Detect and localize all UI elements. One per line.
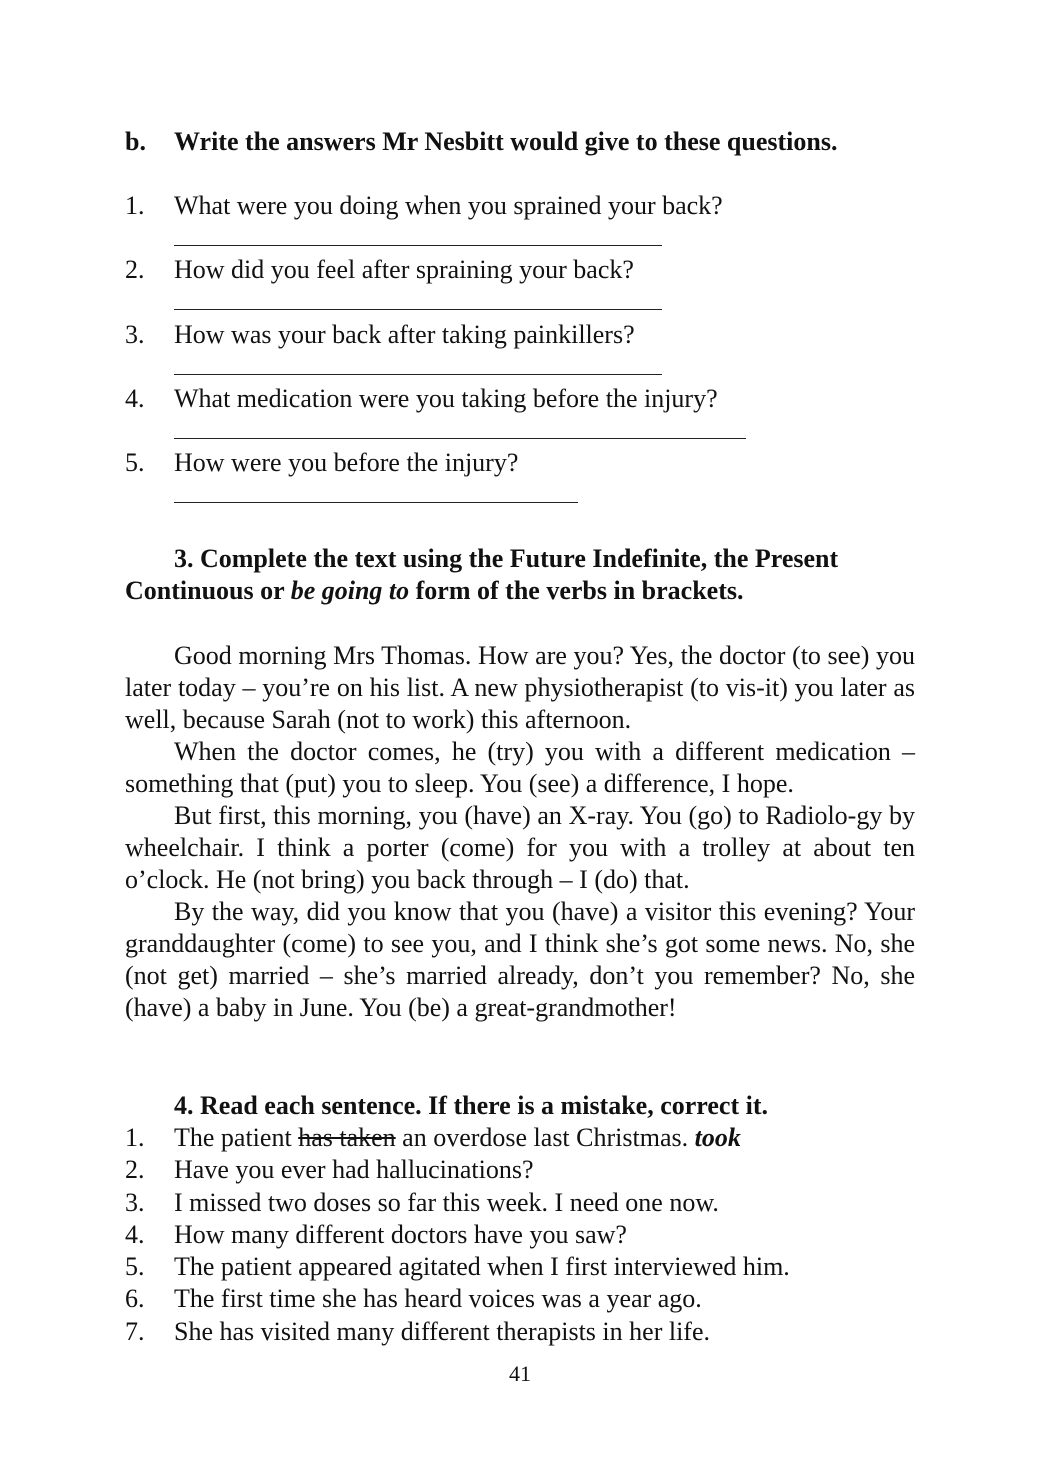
answer-line[interactable] bbox=[174, 502, 578, 503]
struck-through-text: has taken bbox=[298, 1123, 396, 1152]
section-b-marker: b. bbox=[125, 127, 146, 156]
question-item bbox=[125, 383, 915, 447]
sentence-number: 2. bbox=[125, 1155, 145, 1185]
sentence-number: 5. bbox=[125, 1252, 145, 1282]
section-3-title-text-b: form of the verbs in brackets. bbox=[409, 576, 744, 605]
sentence-list bbox=[125, 1122, 915, 1348]
section-b-heading-text: Write the answers Mr Nesbitt would give to these questions. bbox=[174, 127, 838, 156]
answer-line[interactable] bbox=[174, 438, 746, 439]
section-4-title: 4. Read each sentence. If there is a mistake, correct it. bbox=[174, 1091, 768, 1120]
section-3-title-text-a: Continuous or bbox=[125, 576, 291, 605]
section-b-heading bbox=[125, 126, 837, 158]
exercise-paragraph: When the doctor comes, he (try) you with a different medication – something that (put) you to sleep. You (see) a difference, I hope. bbox=[125, 737, 915, 798]
sentence-text: She has visited many different therapists in her life. bbox=[174, 1316, 710, 1346]
sentence-item bbox=[125, 1251, 915, 1283]
question-number: 2. bbox=[125, 255, 145, 285]
question-text: How was your back after taking painkillers? bbox=[174, 319, 635, 349]
sentence-number: 1. bbox=[125, 1123, 145, 1152]
sentence-item bbox=[125, 1316, 915, 1348]
question-text: How were you before the injury? bbox=[174, 448, 519, 478]
question-item bbox=[125, 319, 915, 383]
sentence-text: The first time she has heard voices was a year ago. bbox=[174, 1284, 702, 1314]
sentence-number: 6. bbox=[125, 1284, 145, 1314]
question-item bbox=[125, 254, 915, 318]
sentence-item bbox=[125, 1187, 915, 1219]
question-list bbox=[125, 190, 915, 511]
answer-line[interactable] bbox=[174, 374, 662, 375]
correction-word: took bbox=[694, 1123, 741, 1152]
sentence-number: 4. bbox=[125, 1219, 145, 1249]
sentence-item bbox=[125, 1154, 915, 1186]
answer-line[interactable] bbox=[174, 245, 662, 246]
sentence-text: I missed two doses so far this week. I need one now. bbox=[174, 1187, 719, 1217]
sentence-number: 3. bbox=[125, 1187, 145, 1217]
question-item bbox=[125, 190, 915, 254]
exercise-text bbox=[125, 640, 915, 1024]
sentence-text: How many different doctors have you saw? bbox=[174, 1219, 627, 1249]
question-item bbox=[125, 447, 915, 511]
sentence-text: The patient appeared agitated when I first interviewed him. bbox=[174, 1252, 790, 1282]
exercise-paragraph: Good morning Mrs Thomas. How are you? Yes, the doctor (to see) you later today – you’re on his list. A new physiotherapist (to vis-it) you later as well, because Sarah (not to work) this afternoon. bbox=[125, 641, 915, 734]
question-text: What medication were you taking before the injury? bbox=[174, 383, 718, 413]
question-number: 4. bbox=[125, 383, 145, 413]
question-text: How did you feel after spraining your back? bbox=[174, 255, 634, 285]
question-number: 5. bbox=[125, 448, 145, 478]
exercise-paragraph: By the way, did you know that you (have) a visitor this evening? Your granddaughter (come) to see you, and I think she’s got some news. No, she (not get) married – she’s married already, don’t you remember? No, she (have) a baby in June. You (be) a great-grandmother! bbox=[125, 897, 915, 1022]
example-text-before: The patient bbox=[174, 1123, 299, 1152]
sentence-item bbox=[125, 1283, 915, 1315]
question-number: 3. bbox=[125, 319, 145, 349]
sentence-item-example bbox=[125, 1122, 915, 1154]
workbook-page bbox=[125, 0, 915, 1471]
sentence-number: 7. bbox=[125, 1316, 145, 1346]
question-text: What were you doing when you sprained your back? bbox=[174, 191, 723, 220]
section-3-title-line-2 bbox=[125, 575, 915, 607]
example-text-after: an overdose last Christmas. bbox=[395, 1123, 695, 1152]
exercise-paragraph: But first, this morning, you (have) an X-ray. You (go) to Radiolo-gy by wheelchair. I think a porter (come) for you with a trolley at about ten o’clock. He (not bring) you back through – I (do) that. bbox=[125, 801, 915, 894]
section-3-title-italic: be going to bbox=[290, 576, 410, 605]
section-3-title-line-1: 3. Complete the text using the Future Indefinite, the Present bbox=[174, 544, 839, 573]
page-number: 41 bbox=[509, 1361, 531, 1386]
answer-line[interactable] bbox=[174, 309, 662, 310]
question-number: 1. bbox=[125, 191, 145, 220]
section-3-title bbox=[125, 543, 915, 607]
sentence-text: Have you ever had hallucinations? bbox=[174, 1155, 534, 1185]
sentence-text bbox=[174, 1122, 741, 1154]
sentence-item bbox=[125, 1219, 915, 1251]
